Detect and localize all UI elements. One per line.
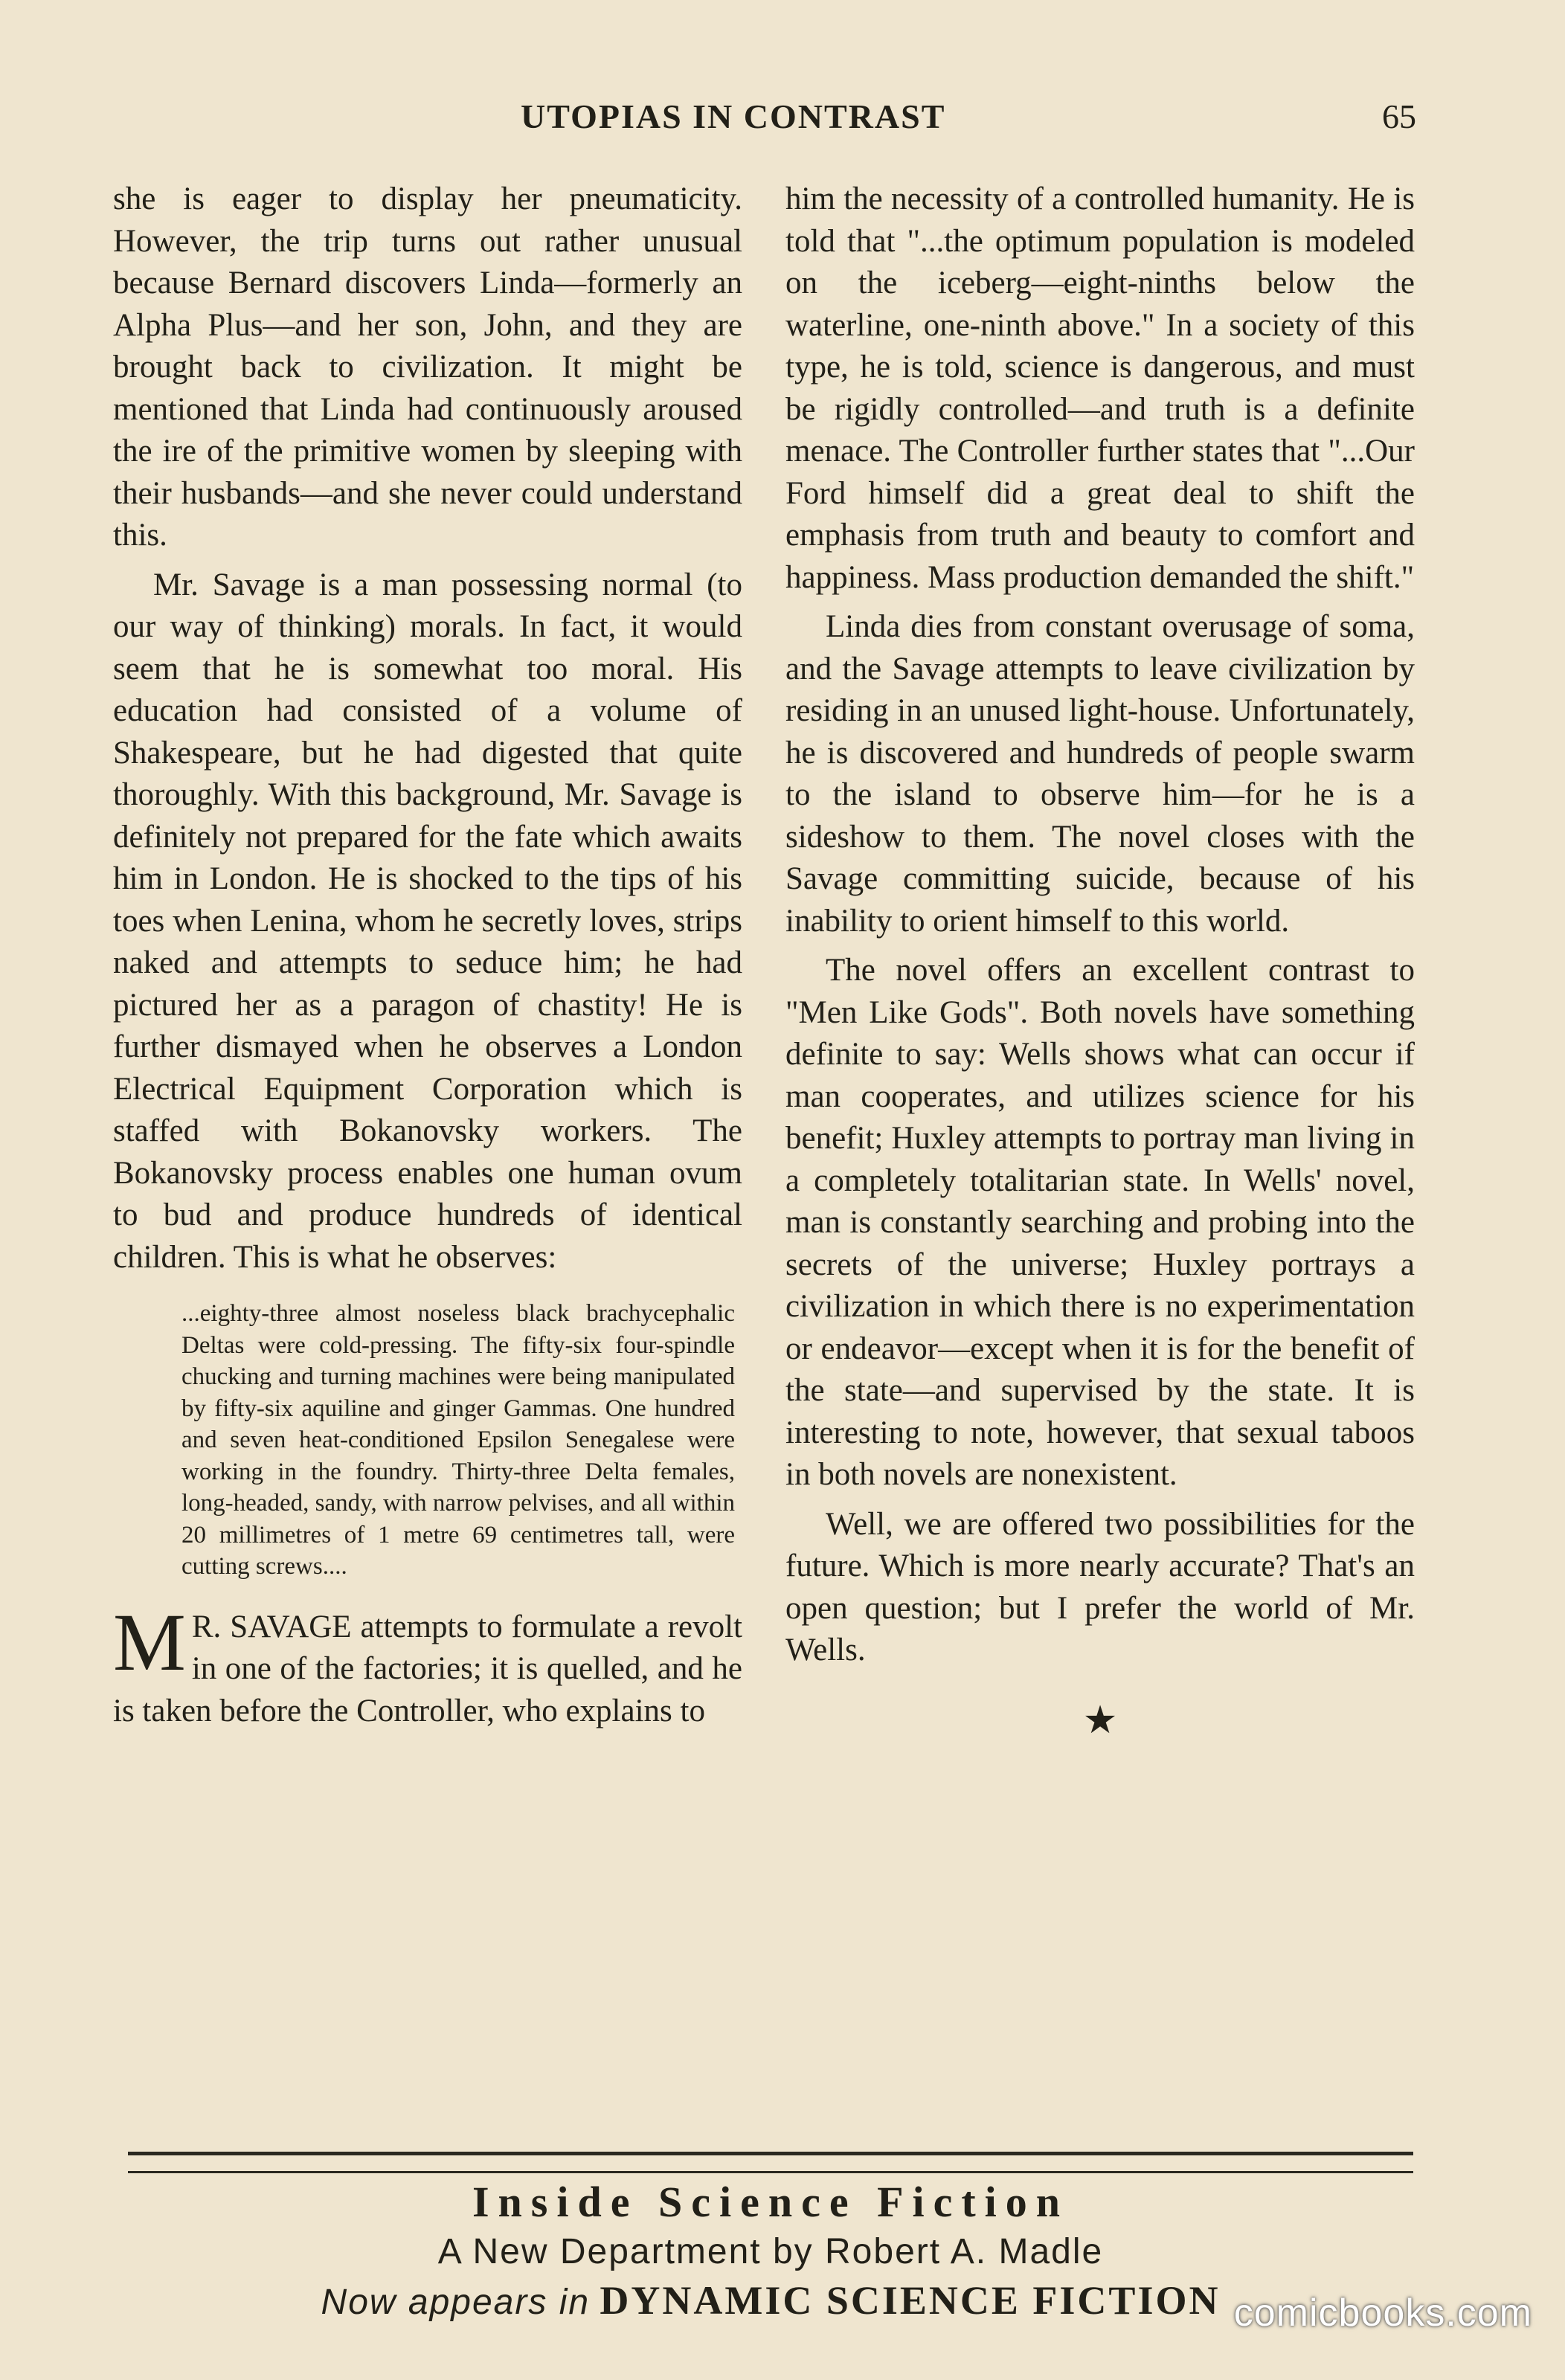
promo-box [128,2176,1413,2327]
right-paragraph-4: Well, we are offered two possibilities for the future. Which is more nearly accurate? That's an open question; but I prefer the world of Mr. Wells. [785,1506,1415,1667]
promo-subtitle: A New Department by Robert A. Madle [437,2232,1104,2271]
right-paragraph-3: The novel offers an excellent contrast to "Men Like Gods". Both novels have something definite to say: Wells shows what can occur if man cooperates, and utilizes science for his benefit; Huxley attempts to portray man living in a completely totalitarian state. In Wells' novel, man is constantly searching and probing into the secrets of the universe; Huxley portrays a civilization in which there is no experimentation or endeavor—except when it is for the benefit of the state—and supervised by the state. It is interesting to note, however, that sexual taboos in both novels are nonexistent. [785,953,1415,1492]
divider-rule-bottom [128,2171,1413,2173]
left-paragraph-3-text: R. SAVAGE attempts to formulate a revolt in one of the factories; it is quelled, and he is taken before the Controller, who explains to [113,1609,742,1728]
end-star-icon: ★ [1082,1699,1118,1742]
promo-magazine-name: DYNAMIC SCIENCE FICTION [600,2278,1221,2323]
promo-heading: Inside Science Fiction [472,2178,1070,2226]
promo-availability [128,2276,1413,2327]
watermark: comicbooks.com [1233,2291,1532,2335]
left-paragraph-2: Mr. Savage is a man possessing normal (to our way of thinking) morals. In fact, it would seem that he is somewhat too moral. His education had consisted of a volume of Shakespeare, but he had digested that quite thoroughly. With this background, Mr. Savage is definitely not prepared for the fate which awaits him in London. He is shocked to the tips of his toes when Lenina, whom he secretly loves, strips naked and attempts to seduce him; he had pictured her as a paragon of chastity! He is further dismayed when he observes a London Electrical Equipment Corporation which is staffed with Bokanovsky workers. The Bokanovsky process enables one human ovum to bud and produce hundreds of identical children. This is what he observes: [113,567,742,1275]
running-title: UTOPIAS IN CONTRAST [521,97,946,135]
page-header [0,97,1565,141]
drop-cap: M [113,1596,186,1688]
divider-rule-top [128,2152,1413,2155]
promo-lead-text: Now appears in [321,2283,591,2322]
right-column [785,178,1415,1742]
page-number: 65 [1382,97,1416,135]
right-paragraph-2: Linda dies from constant overusage of soma, and the Savage attempts to leave civilization by residing in an unused light-house. Unfortunately, he is discovered and hundreds of people swarm to the island to observe him—for he is a sideshow to them. The novel closes with the Savage committing suicide, because of his inability to orient himself to this world. [785,609,1415,939]
left-paragraph-1: she is eager to display her pneumaticity. However, the trip turns out rather unusual because Bernard discovers Linda—formerly an Alpha Plus—and her son, John, and they are brought back to civilization. It might be mentioned that Linda had continuously aroused the ire of the primitive women by sleeping with their husbands—and she never could understand this. [113,181,742,553]
left-paragraph-3 [113,1596,742,1733]
left-column [113,178,742,1740]
block-quote: ...eighty-three almost noseless black brachycephalic Deltas were cold-pressing. The fifty-six four-spindle chucking and turning machines were being manipulated by fifty-six aquiline and ginger Gammas. One hundred and seven heat-conditioned Epsilon Senegalese were working in the foundry. Thirty-three Delta females, long-headed, sandy, with narrow pelvises, and all within 20 millimetres of 1 metre 69 centimetres tall, were cutting screws.... [181,1300,735,1580]
right-paragraph-1: him the necessity of a controlled humanity. He is told that "...the optimum population is modeled on the iceberg—eight-ninths below the waterline, one-ninth above." In a society of this type, he is told, science is dangerous, and must be rigidly controlled—and truth is a definite menace. The Controller further states that "...Our Ford himself did a great deal to shift the emphasis from truth and beauty to comfort and happiness. Mass production demanded the shift." [785,181,1415,595]
